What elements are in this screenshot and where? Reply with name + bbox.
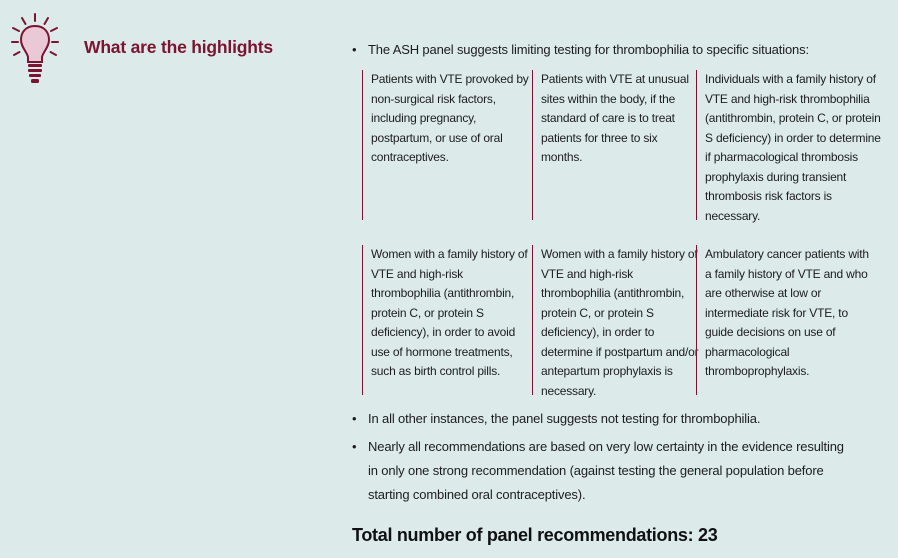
section-heading: What are the highlights: [84, 37, 273, 57]
bullet-glyph: •: [352, 439, 357, 454]
criteria-card: [532, 245, 699, 398]
criteria-card: [696, 70, 885, 223]
total-recommendations: Total number of panel recommendations: 23: [352, 525, 718, 545]
intro-bullet: [352, 38, 872, 62]
bullet-glyph: •: [352, 42, 357, 57]
criteria-card: [696, 245, 875, 395]
bullet-glyph: •: [352, 411, 357, 426]
criteria-text: Individuals with a family history of VTE and high-risk thrombophilia (antithrombin, protein C, or protein S deficiency) in order to determine if pharmacological thrombosis prophylaxis during transient thrombosis risk factors is necessary.: [705, 72, 881, 223]
other-instances-bullet: [352, 407, 872, 431]
criteria-card: [532, 70, 699, 220]
criteria-text: Women with a family history of VTE and high-risk thrombophilia (antithrombin, protein C, or protein S deficiency), in order to avoid use of hormone treatments, such as birth control pills.: [371, 247, 528, 378]
criteria-card: [362, 245, 529, 395]
criteria-text: Patients with VTE at unusual sites within the body, if the standard of care is to treat patients for three to six months.: [541, 72, 689, 164]
criteria-card: [362, 70, 529, 220]
lightbulb-icon: [10, 12, 60, 88]
certainty-text: Nearly all recommendations are based on very low certainty in the evidence resulting in only one strong recommendation (against testing the general population before starting combined oral contraceptives).: [368, 439, 844, 502]
criteria-text: Ambulatory cancer patients with a family history of VTE and who are otherwise at low or intermediate risk for VTE, to guide decisions on use of pharmacological thromboprophylaxis.: [705, 247, 869, 378]
criteria-text: Patients with VTE provoked by non-surgical risk factors, including pregnancy, postpartum, or use of oral contraceptives.: [371, 72, 529, 164]
intro-text: The ASH panel suggests limiting testing for thrombophilia to specific situations:: [368, 42, 809, 57]
certainty-bullet: [352, 435, 847, 507]
other-instances-text: In all other instances, the panel suggests not testing for thrombophilia.: [368, 411, 761, 426]
criteria-text: Women with a family history of VTE and high-risk thrombophilia (antithrombin, protein C, or protein S deficiency), in order to determine if postpartum and/or antepartum prophylaxis is necessary.: [541, 247, 699, 398]
